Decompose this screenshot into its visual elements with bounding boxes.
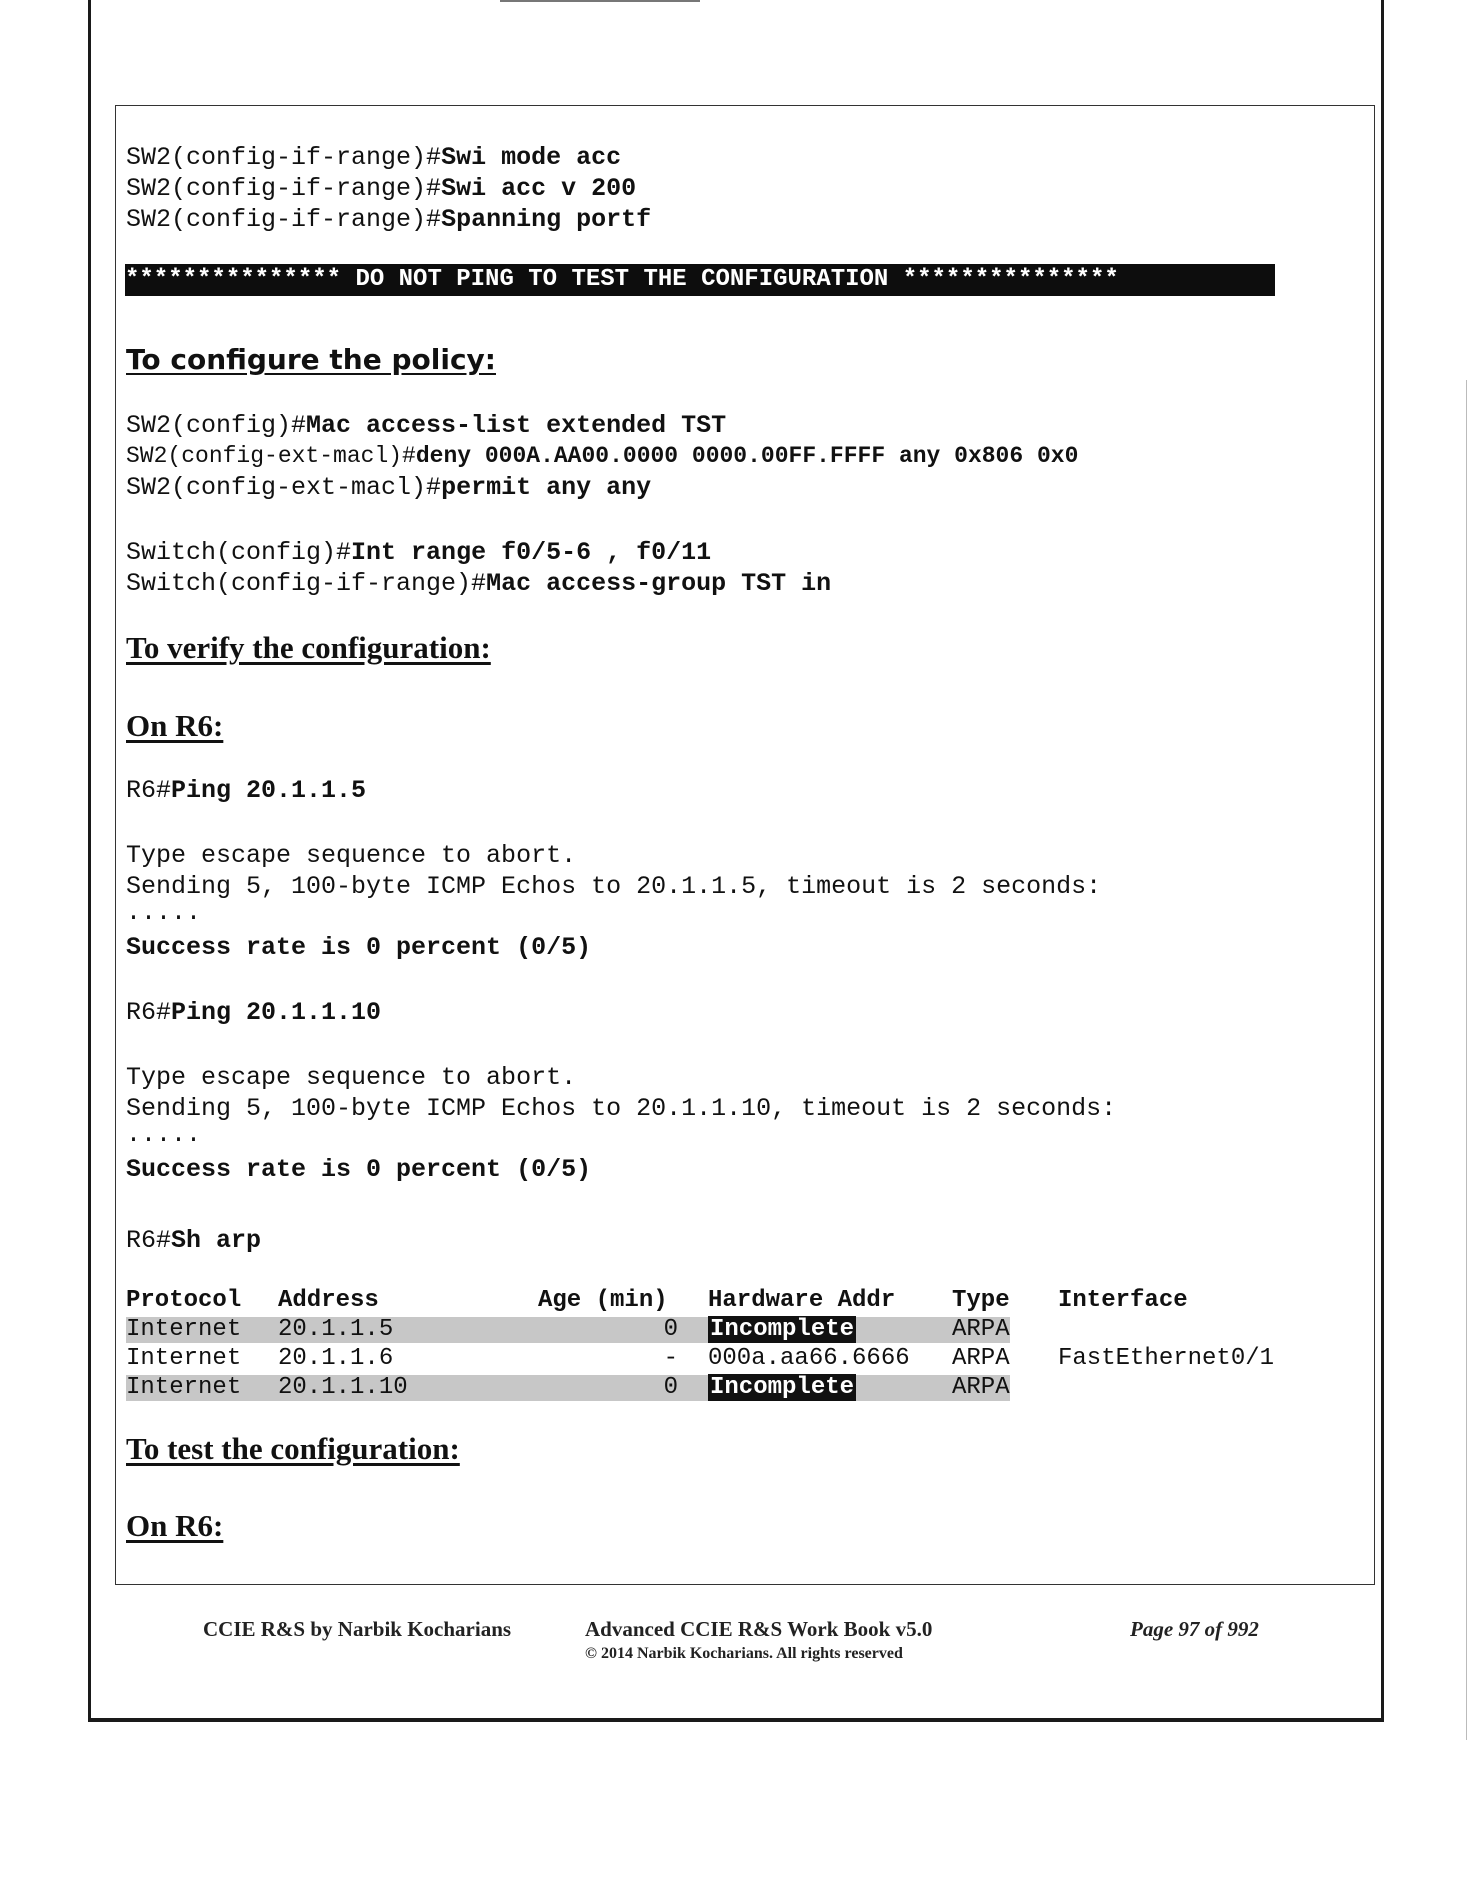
arp-cell: 20.1.1.6 <box>278 1345 394 1372</box>
arp-cell: Internet <box>126 1374 242 1401</box>
arp-header-cell: Protocol <box>126 1287 242 1314</box>
ping-result: Success rate is 0 percent (0/5) <box>126 933 592 962</box>
arp-header-cell: Address <box>278 1287 379 1314</box>
heading-configure-policy: To configure the policy: <box>126 343 496 376</box>
arp-cell: 0 <box>663 1316 678 1343</box>
arp-cell: - <box>663 1345 678 1372</box>
incomplete-highlight: Incomplete <box>710 1316 855 1343</box>
arp-cell: ARPA <box>952 1374 1010 1401</box>
arp-cell: 20.1.1.5 <box>278 1316 394 1343</box>
arp-table-row <box>126 1373 1326 1402</box>
ping-command: R6#Ping 20.1.1.10 <box>126 998 382 1027</box>
arp-header-cell: Type <box>952 1287 1010 1314</box>
arp-cell: 20.1.1.10 <box>278 1374 408 1401</box>
switch-line: Switch(config-if-range)#Mac access-group TST in <box>126 569 832 598</box>
arp-table-row <box>126 1344 1326 1373</box>
config-line: SW2(config-if-range)#Swi acc v 200 <box>126 174 637 203</box>
sh-arp-command: R6#Sh arp <box>126 1226 262 1255</box>
arp-cell: FastEthernet0/1 <box>1058 1345 1275 1372</box>
ping-result: Success rate is 0 percent (0/5) <box>126 1155 592 1184</box>
arp-table-header <box>126 1286 1326 1315</box>
arp-cell: Internet <box>126 1345 242 1372</box>
arp-header-cell: Age (min) <box>538 1287 668 1314</box>
ping-output: Sending 5, 100-byte ICMP Echos to 20.1.1.10, timeout is 2 seconds: <box>126 1094 1117 1123</box>
footer-author: CCIE R&S by Narbik Kocharians <box>203 1617 512 1641</box>
arp-cell <box>708 1373 856 1402</box>
footer-copyright: © 2014 Narbik Kocharians. All rights reserved <box>585 1645 903 1662</box>
switch-line: Switch(config)#Int range f0/5-6 , f0/11 <box>126 538 712 567</box>
arp-header-cell: Hardware Addr <box>708 1287 896 1314</box>
policy-line: SW2(config)#Mac access-list extended TST <box>126 411 727 440</box>
ping-output: Type escape sequence to abort. <box>126 841 577 870</box>
config-line: SW2(config-if-range)#Swi mode acc <box>126 143 622 172</box>
ping-dots: ..... <box>126 898 202 927</box>
arp-header-cell: Interface <box>1058 1287 1188 1314</box>
footer-page-number: Page 97 of 992 <box>1130 1617 1259 1641</box>
right-margin-line <box>1466 380 1467 1740</box>
config-line: SW2(config-if-range)#Spanning portf <box>126 205 652 234</box>
arp-cell: ARPA <box>952 1316 1010 1343</box>
heading-on-r6-2: On R6: <box>126 1508 224 1543</box>
ping-output: Type escape sequence to abort. <box>126 1063 577 1092</box>
arp-cell: Internet <box>126 1316 242 1343</box>
heading-verify: To verify the configuration: <box>126 630 491 665</box>
arp-cell: 000a.aa66.6666 <box>708 1345 910 1372</box>
ping-command: R6#Ping 20.1.1.5 <box>126 776 367 805</box>
policy-line: SW2(config-ext-macl)#deny 000A.AA00.0000 0000.00FF.FFFF any 0x806 0x0 <box>126 443 1079 469</box>
warning-banner: *************** DO NOT PING TO TEST THE CONFIGURATION *************** <box>125 264 1275 296</box>
heading-test: To test the configuration: <box>126 1431 460 1466</box>
ping-output: Sending 5, 100-byte ICMP Echos to 20.1.1.5, timeout is 2 seconds: <box>126 872 1102 901</box>
top-edge-line <box>500 0 700 2</box>
policy-line: SW2(config-ext-macl)#permit any any <box>126 473 652 502</box>
arp-table-row <box>126 1315 1326 1344</box>
heading-on-r6: On R6: <box>126 708 224 743</box>
footer-book-title: Advanced CCIE R&S Work Book v5.0 <box>585 1617 933 1641</box>
incomplete-highlight: Incomplete <box>710 1374 855 1401</box>
arp-cell <box>708 1315 856 1344</box>
arp-cell: ARPA <box>952 1345 1010 1372</box>
ping-dots: ..... <box>126 1120 202 1149</box>
arp-cell: 0 <box>663 1374 678 1401</box>
